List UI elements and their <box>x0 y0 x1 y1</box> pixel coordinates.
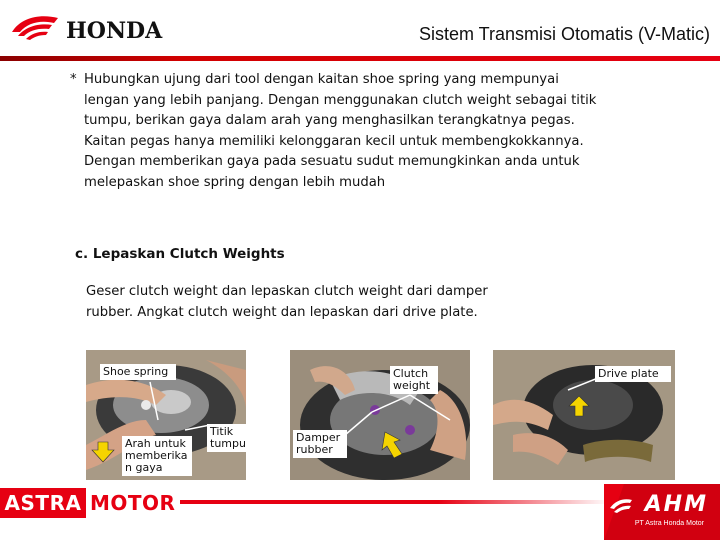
motor-logo-text: MOTOR <box>90 491 176 515</box>
bullet-marker: * <box>70 72 77 87</box>
slide-footer <box>0 484 720 540</box>
ahm-logo <box>604 484 720 540</box>
label-shoe-spring: Shoe spring <box>100 364 176 380</box>
slide-title: Sistem Transmisi Otomatis (V-Matic) <box>418 24 710 44</box>
astra-logo: ASTRA <box>0 488 86 518</box>
label-drive-plate: Drive plate <box>595 366 671 382</box>
ahm-subtitle: PT Astra Honda Motor <box>634 520 704 527</box>
svg-text:HONDA: HONDA <box>66 18 163 44</box>
label-force-direction: Arah untuk memberika n gaya <box>122 436 192 476</box>
ahm-text: AHM <box>644 492 708 517</box>
section-heading: c. Lepaskan Clutch Weights <box>75 246 285 262</box>
section-body: Geser clutch weight dan lepaskan clutch weight dari damper rubber. Angkat clutch weight dan lepaskan dari drive plate. <box>86 284 488 320</box>
footer-bar <box>180 500 610 504</box>
label-damper-rubber: Damper rubber <box>293 430 347 458</box>
label-clutch-weight: Clutch weight <box>390 366 438 394</box>
bullet-text: Hubungkan ujung dari tool dengan kaitan shoe spring yang mempunyai lengan yang lebih panjang. Dengan menggunakan clutch weight sebagai titik tumpu, berikan gaya dalam arah yang menghasilkan terangkatnya pegas. Kaitan pegas hanya memiliki kelonggaran kecil untuk membengkokkannya. Dengan memberikan gaya pada sesuatu sudut memungkinkan anda untuk melepaskan shoe spring dengan lebih mudah <box>84 72 597 190</box>
label-fulcrum: Titik tumpu <box>207 424 253 452</box>
